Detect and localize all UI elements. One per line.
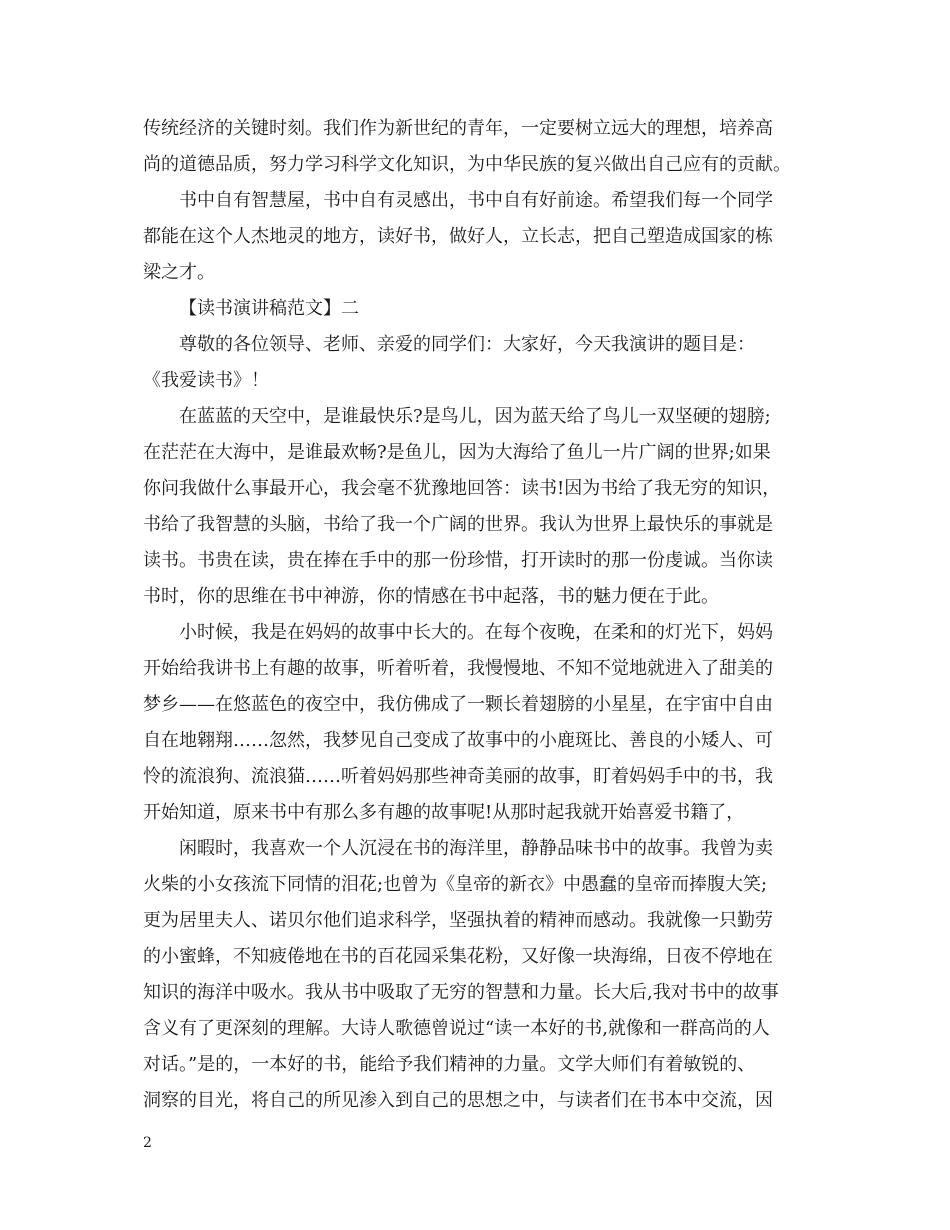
text-line: 在茫茫在大海中，是谁最欢畅?是鱼儿，因为大海给了鱼儿一片广阔的世界;如果 — [143, 442, 771, 463]
text-line: 书中自有智慧屋，书中自有灵感出，书中自有好前途。希望我们每一个同学 — [179, 190, 773, 211]
text-line: 尚的道德品质，努力学习科学文化知识，为中华民族的复兴做出自己应有的贡献。 — [143, 154, 791, 175]
text-line: 书给了我智慧的头脑，书给了我一个广阔的世界。我认为世界上最快乐的事就是 — [143, 514, 773, 535]
text-line: 对话。”是的，一本好的书，能给予我们精神的力量。文学大师们有着敏锐的、 — [143, 1054, 756, 1075]
text-line: 梦乡——在悠蓝色的夜空中，我仿佛成了一颗长着翅膀的小星星，在宇宙中自由 — [143, 694, 773, 715]
text-line: 洞察的目光，将自己的所见渗入到自己的思想之中，与读者们在书本中交流，因 — [143, 1090, 773, 1111]
body-text — [143, 111, 809, 1119]
text-line: 小时候，我是在妈妈的故事中长大的。在每个夜晚，在柔和的灯光下，妈妈 — [179, 622, 773, 643]
text-line: 的小蜜蜂，不知疲倦地在书的百花园采集花粉，又好像一块海绵，日夜不停地在 — [143, 946, 773, 967]
text-line: 在蓝蓝的天空中，是谁最快乐?是鸟儿，因为蓝天给了鸟儿一双坚硬的翅膀; — [179, 406, 771, 427]
text-line: 开始知道，原来书中有那么多有趣的故事呢!从那时起我就开始喜爱书籍了， — [143, 802, 745, 823]
text-line: 火柴的小女孩流下同情的泪花;也曾为《皇帝的新衣》中愚蠢的皇帝而捧腹大笑; — [143, 874, 768, 895]
text-line: 闲暇时，我喜欢一个人沉浸在书的海洋里，静静品味书中的故事。我曾为卖 — [179, 838, 773, 859]
text-line: 含义有了更深刻的理解。大诗人歌德曾说过“读一本好的书,就像和一群高尚的人 — [143, 1018, 770, 1039]
text-line: 怜的流浪狗、流浪猫……听着妈妈那些神奇美丽的故事，盯着妈妈手中的书，我 — [143, 766, 773, 787]
text-line: 更为居里夫人、诺贝尔他们追求科学，坚强执着的精神而感动。我就像一只勤劳 — [143, 910, 773, 931]
text-line: 开始给我讲书上有趣的故事，听着听着，我慢慢地、不知不觉地就进入了甜美的 — [143, 658, 773, 679]
text-line: 书时，你的思维在书中神游，你的情感在书中起落，书的魅力便在于此。 — [143, 586, 719, 607]
text-line: 你问我做什么事最开心，我会毫不犹豫地回答：读书!因为书给了我无穷的知识， — [143, 478, 781, 499]
text-line: 传统经济的关键时刻。我们作为新世纪的青年，一定要树立远大的理想，培养高 — [143, 118, 773, 139]
page-number: 2 — [143, 1135, 152, 1151]
text-line: 【读书演讲稿范文】二 — [179, 298, 359, 319]
text-line: 都能在这个人杰地灵的地方，读好书，做好人，立长志，把自己塑造成国家的栋 — [143, 226, 773, 247]
text-line: 尊敬的各位领导、老师、亲爱的同学们：大家好，今天我演讲的题目是： — [179, 334, 755, 355]
text-line: 读书。书贵在读，贵在捧在手中的那一份珍惜，打开读时的那一份虔诚。当你读 — [143, 550, 773, 571]
text-line: 知识的海洋中吸水。我从书中吸取了无穷的智慧和力量。长大后,我对书中的故事 — [143, 982, 779, 1003]
text-line: 梁之才。 — [143, 262, 215, 283]
text-line: 《我爱读书》！ — [143, 370, 269, 391]
text-line: 自在地翱翔……忽然，我梦见自己变成了故事中的小鹿斑比、善良的小矮人、可 — [143, 730, 773, 751]
